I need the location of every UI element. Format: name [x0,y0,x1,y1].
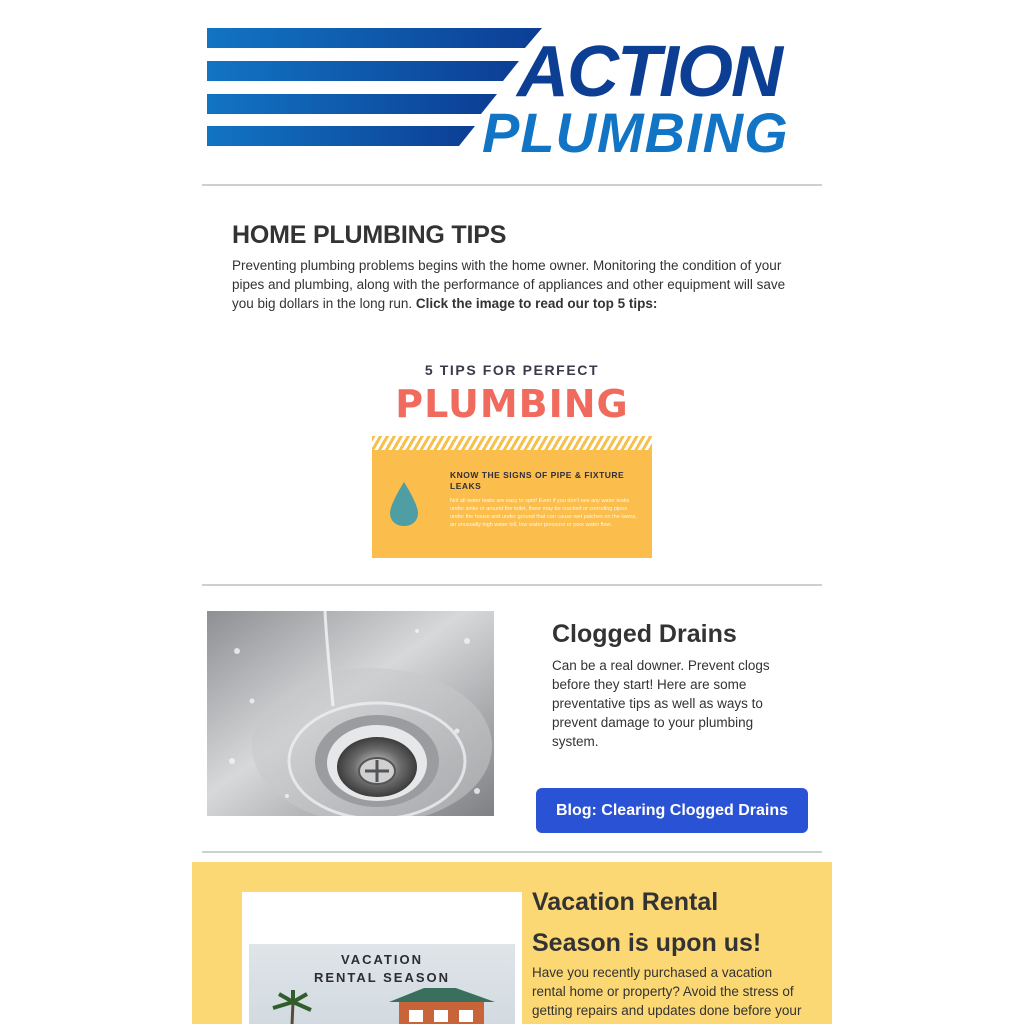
infographic-stripes [372,436,652,450]
vacation-rental-image-card[interactable] [242,892,522,1024]
vacation-image-text-line2: RENTAL SEASON [313,970,451,985]
logo-plumbing-text: PLUMBING [482,101,789,154]
tips-paragraph [232,256,802,313]
five-tips-infographic[interactable] [372,352,652,558]
drain-photo [207,611,494,816]
vacation-image-text-line1: VACATION [341,952,423,967]
tips-cta-text: Click the image to read our top 5 tips: [415,296,658,311]
action-plumbing-logo[interactable] [207,26,819,154]
infographic-panel [372,450,652,558]
divider [202,184,822,186]
clearing-clogged-drains-button[interactable]: Blog: Clearing Clogged Drains [536,788,808,833]
clogged-drains-text: Can be a real downer. Prevent clogs before they start! Here are some preventative tips as well as ways to prevent damage to your plumbing system. [552,658,770,749]
infographic-headline: PLUMBING [395,382,629,426]
clogged-drains-heading: Clogged Drains [552,620,737,648]
vacation-rental-heading: Vacation Rental Season is upon us! [532,888,762,957]
vacation-rental-text: Have you recently purchased a vacation rental home or property? Avoid the stress of getting repairs and updates done before your [532,965,802,1018]
infographic-kicker: 5 TIPS FOR PERFECT [424,362,600,378]
divider [202,584,822,586]
infographic-panel-title: KNOW THE SIGNS OF PIPE & FIXTURE LEAKS [450,470,625,491]
water-drop-icon [388,480,420,528]
logo-action-text: ACTION [517,32,781,112]
infographic-panel-text: Not all water leaks are easy to spot! Even if you don't see any water leaks under sinks or around the toilet, there may be cracked or corroding pipes under the house and under ground that can cause wet patches on the lawns, an unusually high water bill, low water pressure or poor water flow. [450,498,637,528]
vacation-rental-section [192,862,832,1024]
divider [202,851,822,853]
tips-body-text: Preventing plumbing problems begins with the home owner. Monitoring the condition of your pipes and plumbing, along with the performance of appliances and other equipment will save you big dollars in the long run. [232,258,786,311]
email-body [192,0,832,1024]
vacation-rental-image [249,944,515,1024]
tips-heading: HOME PLUMBING TIPS [232,221,507,249]
infographic-header [372,352,652,436]
